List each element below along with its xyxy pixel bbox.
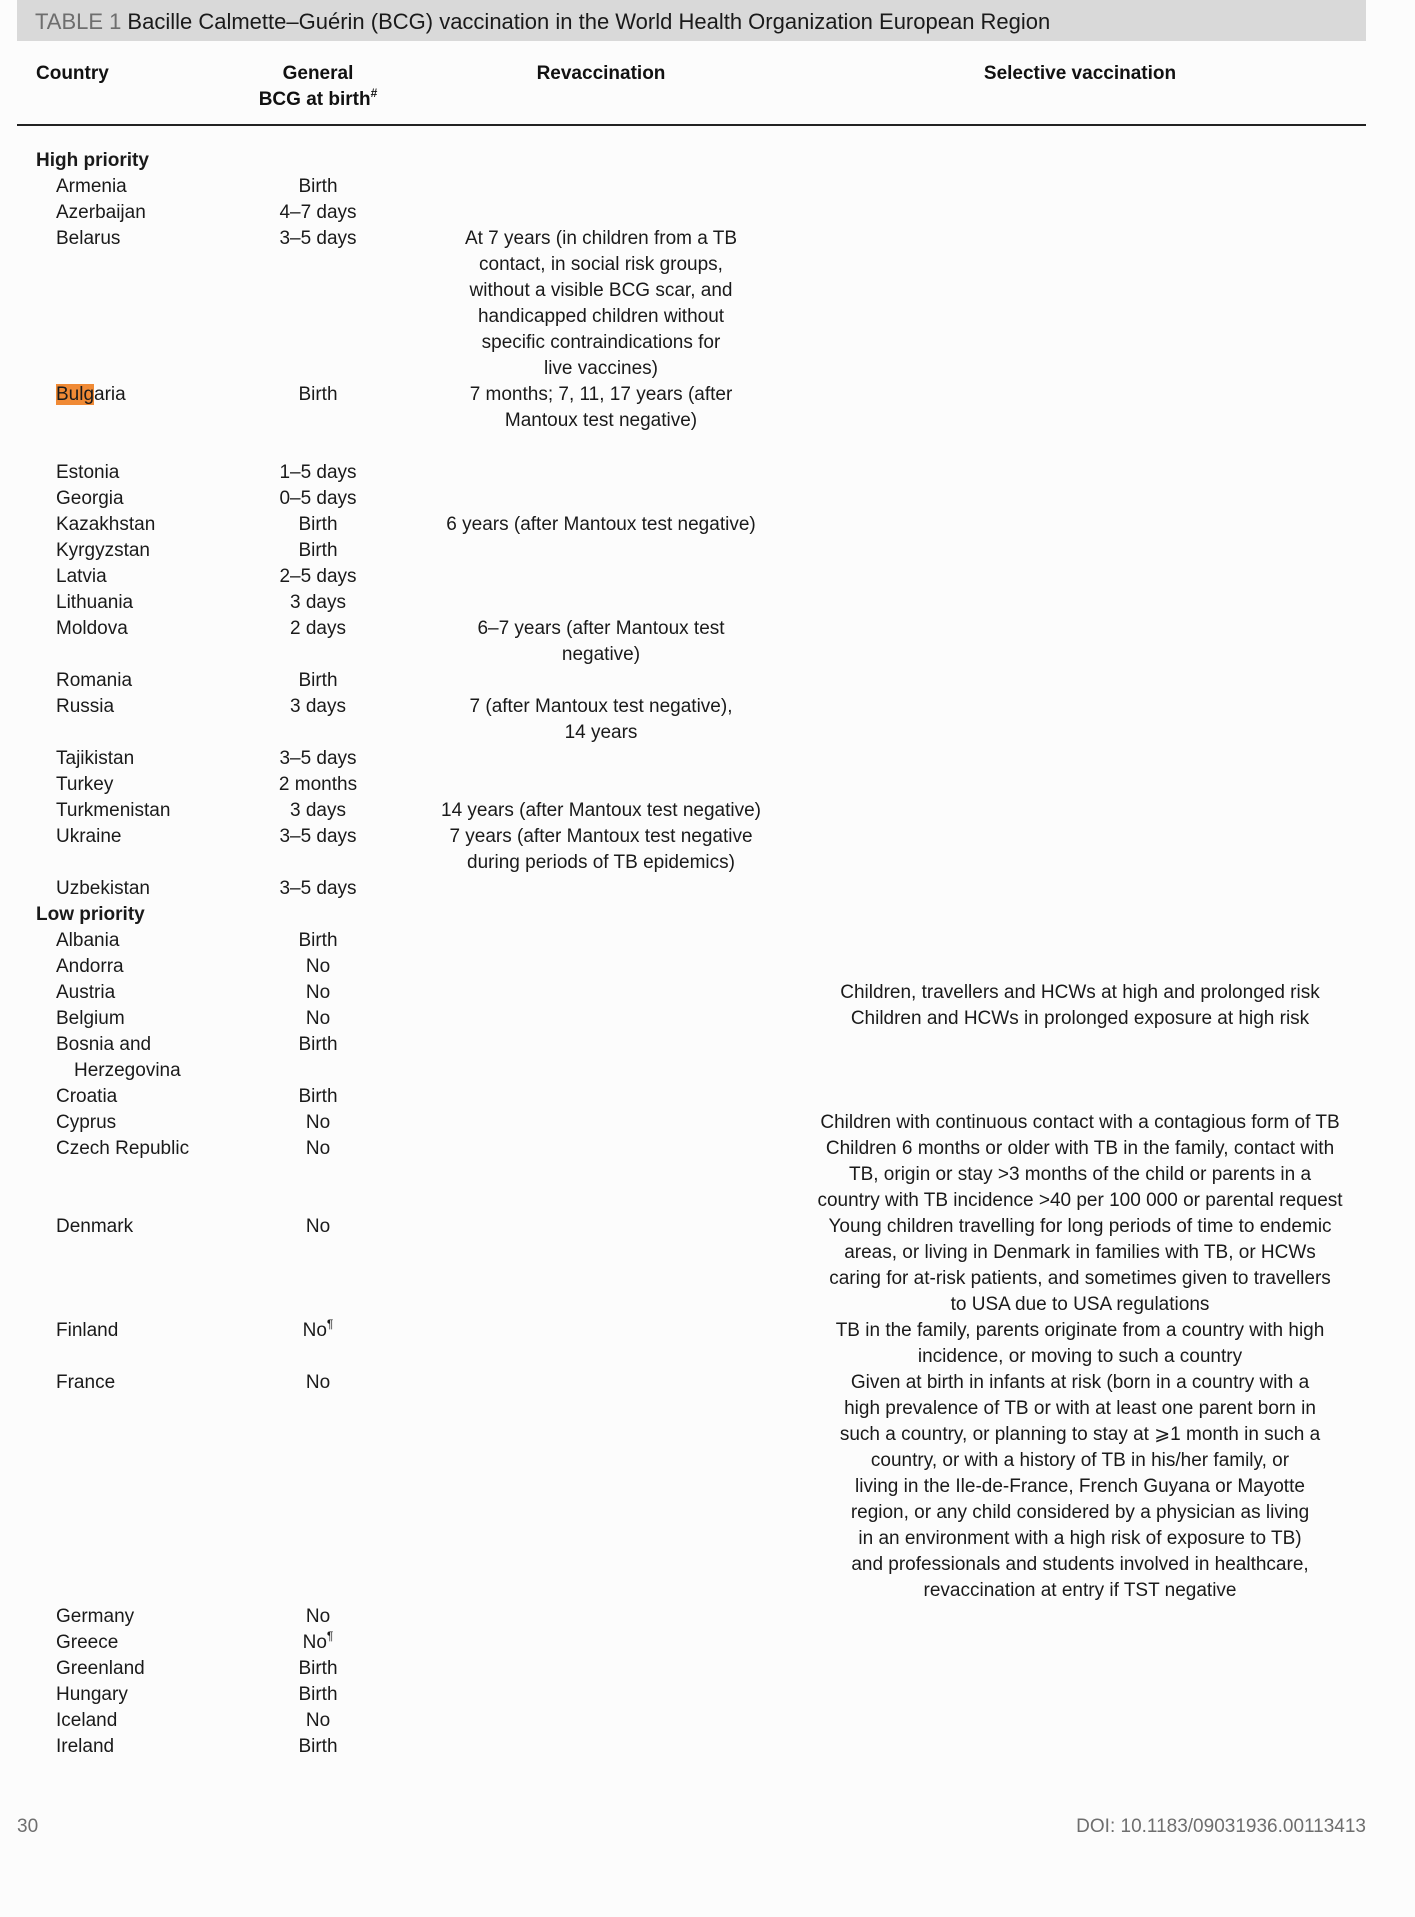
table-row bbox=[0, 1214, 1415, 1318]
bcg-value: Birth bbox=[298, 670, 338, 691]
revaccination-line: At 7 years (in children from a TB bbox=[464, 228, 738, 249]
revaccination-cell bbox=[425, 616, 777, 668]
revaccination-line: negative) bbox=[561, 644, 641, 665]
table-row bbox=[0, 1708, 1415, 1734]
bcg-value: Birth bbox=[298, 384, 338, 405]
footnote-mark: ¶ bbox=[326, 1628, 334, 1643]
bcg-at-birth-cell bbox=[252, 798, 384, 824]
bcg-value: Birth bbox=[298, 1684, 338, 1705]
bcg-at-birth-cell bbox=[252, 876, 384, 902]
selective-line: in an environment with a high risk of exposure to TB) bbox=[858, 1528, 1302, 1549]
country-name: Albania bbox=[56, 930, 120, 951]
table-caption-title: Bacille Calmette–Guérin (BCG) vaccination in the World Health Organization European Region bbox=[127, 9, 1051, 34]
bcg-value: 0–5 days bbox=[279, 488, 357, 509]
country-name: Russia bbox=[56, 696, 115, 717]
bcg-at-birth-cell bbox=[252, 1370, 384, 1396]
country-cell bbox=[56, 200, 271, 226]
table-row bbox=[0, 928, 1415, 954]
country-cell bbox=[56, 694, 271, 720]
revaccination-line: contact, in social risk groups, bbox=[479, 254, 723, 275]
bcg-value: 2–5 days bbox=[279, 566, 357, 587]
table-row bbox=[0, 1682, 1415, 1708]
bcg-value: 3–5 days bbox=[279, 826, 357, 847]
country-name: Austria bbox=[56, 982, 116, 1003]
selective-line: such a country, or planning to stay at ⩾1 month in such a bbox=[839, 1424, 1321, 1445]
bcg-value: No bbox=[305, 956, 331, 977]
header-country: Country bbox=[36, 63, 109, 84]
country-name: Latvia bbox=[56, 566, 107, 587]
country-cell bbox=[56, 564, 271, 590]
revaccination-line: 14 years (after Mantoux test negative) bbox=[441, 800, 761, 821]
group-row-high bbox=[0, 148, 1415, 174]
table-row bbox=[0, 226, 1415, 382]
country-cell bbox=[56, 1032, 271, 1084]
country-name: Hungary bbox=[56, 1684, 128, 1705]
revaccination-line: 6–7 years (after Mantoux test bbox=[477, 618, 725, 639]
header-rule bbox=[17, 124, 1366, 126]
bcg-value: 2 months bbox=[278, 774, 358, 795]
country-cell bbox=[56, 538, 271, 564]
bcg-value: 3–5 days bbox=[279, 748, 357, 769]
bcg-at-birth-cell bbox=[252, 772, 384, 798]
country-cell bbox=[56, 1084, 271, 1110]
table-row bbox=[0, 564, 1415, 590]
country-cell bbox=[56, 1136, 271, 1162]
bcg-at-birth-cell bbox=[252, 694, 384, 720]
country-cell bbox=[56, 590, 271, 616]
revaccination-cell bbox=[425, 694, 777, 746]
selective-line: Young children travelling for long periods of time to endemic bbox=[828, 1216, 1332, 1237]
bcg-value: 3–5 days bbox=[279, 878, 357, 899]
country-name: Kazakhstan bbox=[56, 514, 156, 535]
bcg-value: 3 days bbox=[290, 696, 346, 717]
high-priority-rows bbox=[0, 174, 1415, 902]
selective-vaccination-cell bbox=[786, 1006, 1374, 1032]
low-priority-rows bbox=[0, 928, 1415, 1760]
country-name: Belarus bbox=[56, 228, 121, 249]
table-row bbox=[0, 200, 1415, 226]
country-cell bbox=[56, 928, 271, 954]
table-row bbox=[0, 590, 1415, 616]
country-name: France bbox=[56, 1372, 116, 1393]
header-general-bcg bbox=[236, 61, 400, 113]
table-row bbox=[0, 694, 1415, 746]
header-general-line1: General bbox=[282, 63, 354, 84]
bcg-value: Birth bbox=[298, 1086, 338, 1107]
country-cell bbox=[56, 824, 271, 850]
bcg-value: No bbox=[305, 982, 331, 1003]
bcg-at-birth-cell bbox=[252, 1084, 384, 1110]
bcg-at-birth-cell bbox=[252, 746, 384, 772]
selective-line: country with TB incidence >40 per 100 000 or parental request bbox=[817, 1190, 1343, 1211]
country-name: Estonia bbox=[56, 462, 120, 483]
header-revaccination: Revaccination bbox=[536, 63, 666, 84]
selective-line: TB in the family, parents originate from a country with high bbox=[835, 1320, 1325, 1341]
bcg-value: No bbox=[305, 1112, 331, 1133]
bcg-at-birth-cell bbox=[252, 590, 384, 616]
country-name: Lithuania bbox=[56, 592, 134, 613]
bcg-at-birth-cell bbox=[252, 1734, 384, 1760]
bcg-at-birth-cell bbox=[252, 1656, 384, 1682]
country-name: Cyprus bbox=[56, 1112, 117, 1133]
selective-vaccination-cell bbox=[786, 1370, 1374, 1604]
country-cell bbox=[56, 1370, 271, 1396]
doi-text: DOI: 10.1183/09031936.00113413 bbox=[1076, 1816, 1366, 1837]
country-cell bbox=[56, 980, 271, 1006]
revaccination-line: specific contraindications for bbox=[481, 332, 721, 353]
bcg-value: No bbox=[302, 1320, 327, 1341]
country-name: Kyrgyzstan bbox=[56, 540, 150, 561]
selective-line: region, or any child considered by a physician as living bbox=[850, 1502, 1310, 1523]
country-name: Andorra bbox=[56, 956, 124, 977]
selective-vaccination-cell bbox=[786, 1136, 1374, 1214]
table-row bbox=[0, 174, 1415, 200]
revaccination-cell bbox=[425, 824, 777, 876]
bcg-at-birth-cell bbox=[252, 226, 384, 252]
selective-line: TB, origin or stay >3 months of the child or parents in a bbox=[848, 1164, 1312, 1185]
country-name: Greece bbox=[56, 1632, 119, 1653]
selective-line: Children, travellers and HCWs at high and prolonged risk bbox=[840, 982, 1320, 1003]
table-row bbox=[0, 1370, 1415, 1604]
country-cell bbox=[56, 876, 271, 902]
country-cell bbox=[56, 226, 271, 252]
revaccination-line: 7 months; 7, 11, 17 years (after bbox=[469, 384, 733, 405]
bcg-at-birth-cell bbox=[252, 1630, 384, 1656]
table-row bbox=[0, 1630, 1415, 1656]
revaccination-cell bbox=[425, 226, 777, 382]
header-selective: Selective vaccination bbox=[983, 63, 1177, 84]
selective-line: revaccination at entry if TST negative bbox=[923, 1580, 1237, 1601]
table-row bbox=[0, 1604, 1415, 1630]
bcg-value: Birth bbox=[298, 1736, 338, 1757]
revaccination-line: without a visible BCG scar, and bbox=[469, 280, 733, 301]
revaccination-line: 7 years (after Mantoux test negative bbox=[449, 826, 753, 847]
header-general-line2: BCG at birth bbox=[258, 89, 371, 110]
search-highlight: Bulg bbox=[56, 384, 95, 405]
table-row bbox=[0, 1734, 1415, 1760]
revaccination-line: Mantoux test negative) bbox=[504, 410, 698, 431]
country-cell bbox=[56, 1318, 271, 1344]
country-name: Turkmenistan bbox=[56, 800, 171, 821]
header-general-mark: # bbox=[370, 85, 378, 100]
bcg-value: Birth bbox=[298, 1658, 338, 1679]
bcg-value: 3 days bbox=[290, 592, 346, 613]
bcg-value: No bbox=[305, 1138, 331, 1159]
country-cell bbox=[56, 1110, 271, 1136]
country-cell bbox=[56, 1734, 271, 1760]
country-name: Turkey bbox=[56, 774, 114, 795]
selective-line: Children with continuous contact with a contagious form of TB bbox=[820, 1112, 1340, 1133]
bcg-value: Birth bbox=[298, 514, 338, 535]
country-cell bbox=[56, 382, 271, 408]
table-row bbox=[0, 1110, 1415, 1136]
table-row bbox=[0, 1032, 1415, 1084]
bcg-at-birth-cell bbox=[252, 1110, 384, 1136]
selective-line: living in the Ile-de-France, French Guyana or Mayotte bbox=[855, 1476, 1305, 1497]
country-name: Denmark bbox=[56, 1216, 134, 1237]
selective-line: Children and HCWs in prolonged exposure at high risk bbox=[850, 1008, 1310, 1029]
table-row bbox=[0, 382, 1415, 460]
table-row bbox=[0, 1656, 1415, 1682]
bcg-value: Birth bbox=[298, 1034, 338, 1055]
bcg-value: No bbox=[305, 1710, 331, 1731]
page-number: 30 bbox=[17, 1816, 39, 1837]
selective-line: Children 6 months or older with TB in the family, contact with bbox=[825, 1138, 1335, 1159]
country-name: Ukraine bbox=[56, 826, 122, 847]
table-row bbox=[0, 512, 1415, 538]
table-row bbox=[0, 1318, 1415, 1370]
bcg-value: 2 days bbox=[290, 618, 346, 639]
footnote-mark: ¶ bbox=[326, 1316, 334, 1331]
table-row bbox=[0, 980, 1415, 1006]
table-row bbox=[0, 798, 1415, 824]
table-row bbox=[0, 772, 1415, 798]
bcg-at-birth-cell bbox=[252, 174, 384, 200]
country-cell bbox=[56, 1630, 271, 1656]
bcg-value: No bbox=[305, 1606, 331, 1627]
revaccination-cell bbox=[425, 382, 777, 434]
revaccination-line: during periods of TB epidemics) bbox=[467, 852, 735, 873]
country-name: Bosnia and bbox=[56, 1034, 152, 1055]
selective-line: and professionals and students involved in healthcare, bbox=[851, 1554, 1309, 1575]
country-name: Croatia bbox=[56, 1086, 118, 1107]
selective-line: country, or with a history of TB in his/her family, or bbox=[870, 1450, 1290, 1471]
bcg-at-birth-cell bbox=[252, 616, 384, 642]
country-cell bbox=[56, 1708, 271, 1734]
bcg-value: Birth bbox=[298, 176, 338, 197]
revaccination-line: 7 (after Mantoux test negative), bbox=[469, 696, 733, 717]
bcg-value: 1–5 days bbox=[279, 462, 357, 483]
revaccination-line: handicapped children without bbox=[477, 306, 725, 327]
bcg-at-birth-cell bbox=[252, 980, 384, 1006]
bcg-value: Birth bbox=[298, 930, 338, 951]
country-cell bbox=[56, 1604, 271, 1630]
country-cell bbox=[56, 486, 271, 512]
selective-vaccination-cell bbox=[786, 980, 1374, 1006]
bcg-at-birth-cell bbox=[252, 564, 384, 590]
country-cell bbox=[56, 1006, 271, 1032]
table-row bbox=[0, 668, 1415, 694]
bcg-at-birth-cell bbox=[252, 928, 384, 954]
bcg-at-birth-cell bbox=[252, 1006, 384, 1032]
country-cell bbox=[56, 668, 271, 694]
bcg-value: 3–5 days bbox=[279, 228, 357, 249]
group-label-high: High priority bbox=[36, 150, 149, 171]
country-cell bbox=[56, 460, 271, 486]
table-caption-label: TABLE 1 bbox=[35, 9, 122, 34]
bcg-at-birth-cell bbox=[252, 1032, 384, 1058]
country-name: Germany bbox=[56, 1606, 135, 1627]
country-cell bbox=[56, 772, 271, 798]
bcg-at-birth-cell bbox=[252, 1214, 384, 1240]
table-row bbox=[0, 1006, 1415, 1032]
country-cell bbox=[56, 174, 271, 200]
selective-line: incidence, or moving to such a country bbox=[917, 1346, 1243, 1367]
bcg-at-birth-cell bbox=[252, 824, 384, 850]
revaccination-cell bbox=[425, 512, 777, 538]
bcg-at-birth-cell bbox=[252, 460, 384, 486]
bcg-value: 3 days bbox=[290, 800, 346, 821]
selective-line: areas, or living in Denmark in families with TB, or HCWs bbox=[844, 1242, 1316, 1263]
table-row bbox=[0, 954, 1415, 980]
table-row bbox=[0, 876, 1415, 902]
group-label-low: Low priority bbox=[36, 904, 145, 925]
bcg-at-birth-cell bbox=[252, 1318, 384, 1344]
table-row bbox=[0, 538, 1415, 564]
revaccination-line: 14 years bbox=[564, 722, 638, 743]
bcg-value: No bbox=[305, 1216, 331, 1237]
bcg-value: No bbox=[305, 1008, 331, 1029]
table-row bbox=[0, 746, 1415, 772]
table-row bbox=[0, 460, 1415, 486]
bcg-at-birth-cell bbox=[252, 668, 384, 694]
bcg-value: No bbox=[305, 1372, 331, 1393]
bcg-value: Birth bbox=[298, 540, 338, 561]
selective-vaccination-cell bbox=[786, 1214, 1374, 1318]
revaccination-cell bbox=[425, 798, 777, 824]
selective-line: Given at birth in infants at risk (born in a country with a bbox=[850, 1372, 1310, 1393]
bcg-value: No bbox=[302, 1632, 327, 1653]
country-name: Azerbaijan bbox=[56, 202, 146, 223]
selective-line: high prevalence of TB or with at least one parent born in bbox=[844, 1398, 1316, 1419]
country-name: Belgium bbox=[56, 1008, 125, 1029]
country-cell bbox=[56, 798, 271, 824]
table-caption bbox=[17, 0, 1366, 41]
table-row bbox=[0, 486, 1415, 512]
revaccination-line: live vaccines) bbox=[543, 358, 659, 379]
bcg-at-birth-cell bbox=[252, 1682, 384, 1708]
bcg-at-birth-cell bbox=[252, 512, 384, 538]
country-cell bbox=[56, 1656, 271, 1682]
bcg-at-birth-cell bbox=[252, 538, 384, 564]
selective-vaccination-cell bbox=[786, 1318, 1374, 1370]
country-name: Romania bbox=[56, 670, 133, 691]
country-name-continued: Herzegovina bbox=[74, 1060, 181, 1081]
country-name: Ireland bbox=[56, 1736, 115, 1757]
bcg-at-birth-cell bbox=[252, 1708, 384, 1734]
country-cell bbox=[56, 954, 271, 980]
selective-vaccination-cell bbox=[786, 1110, 1374, 1136]
country-cell bbox=[56, 512, 271, 538]
country-name: Finland bbox=[56, 1320, 119, 1341]
country-name: Georgia bbox=[56, 488, 124, 509]
country-name: Armenia bbox=[56, 176, 127, 197]
country-name: Greenland bbox=[56, 1658, 145, 1679]
revaccination-line: 6 years (after Mantoux test negative) bbox=[446, 514, 756, 535]
country-name: Czech Republic bbox=[56, 1138, 190, 1159]
table-row bbox=[0, 824, 1415, 876]
country-cell bbox=[56, 1214, 271, 1240]
table-row bbox=[0, 1084, 1415, 1110]
table-row bbox=[0, 616, 1415, 668]
country-name: Moldova bbox=[56, 618, 128, 639]
table-body bbox=[0, 148, 1415, 1760]
bcg-value: 4–7 days bbox=[279, 202, 357, 223]
country-name: Uzbekistan bbox=[56, 878, 150, 899]
bcg-at-birth-cell bbox=[252, 382, 384, 408]
country-cell bbox=[56, 746, 271, 772]
bcg-at-birth-cell bbox=[252, 486, 384, 512]
bcg-at-birth-cell bbox=[252, 200, 384, 226]
table-row bbox=[0, 1136, 1415, 1214]
country-cell bbox=[56, 616, 271, 642]
country-name: Iceland bbox=[56, 1710, 118, 1731]
country-cell bbox=[56, 1682, 271, 1708]
group-row-low bbox=[0, 902, 1415, 928]
country-name: Tajikistan bbox=[56, 748, 135, 769]
selective-line: caring for at-risk patients, and sometimes given to travellers bbox=[829, 1268, 1331, 1289]
bcg-at-birth-cell bbox=[252, 954, 384, 980]
selective-line: to USA due to USA regulations bbox=[950, 1294, 1210, 1315]
country-name: aria bbox=[94, 384, 126, 405]
bcg-at-birth-cell bbox=[252, 1604, 384, 1630]
bcg-at-birth-cell bbox=[252, 1136, 384, 1162]
